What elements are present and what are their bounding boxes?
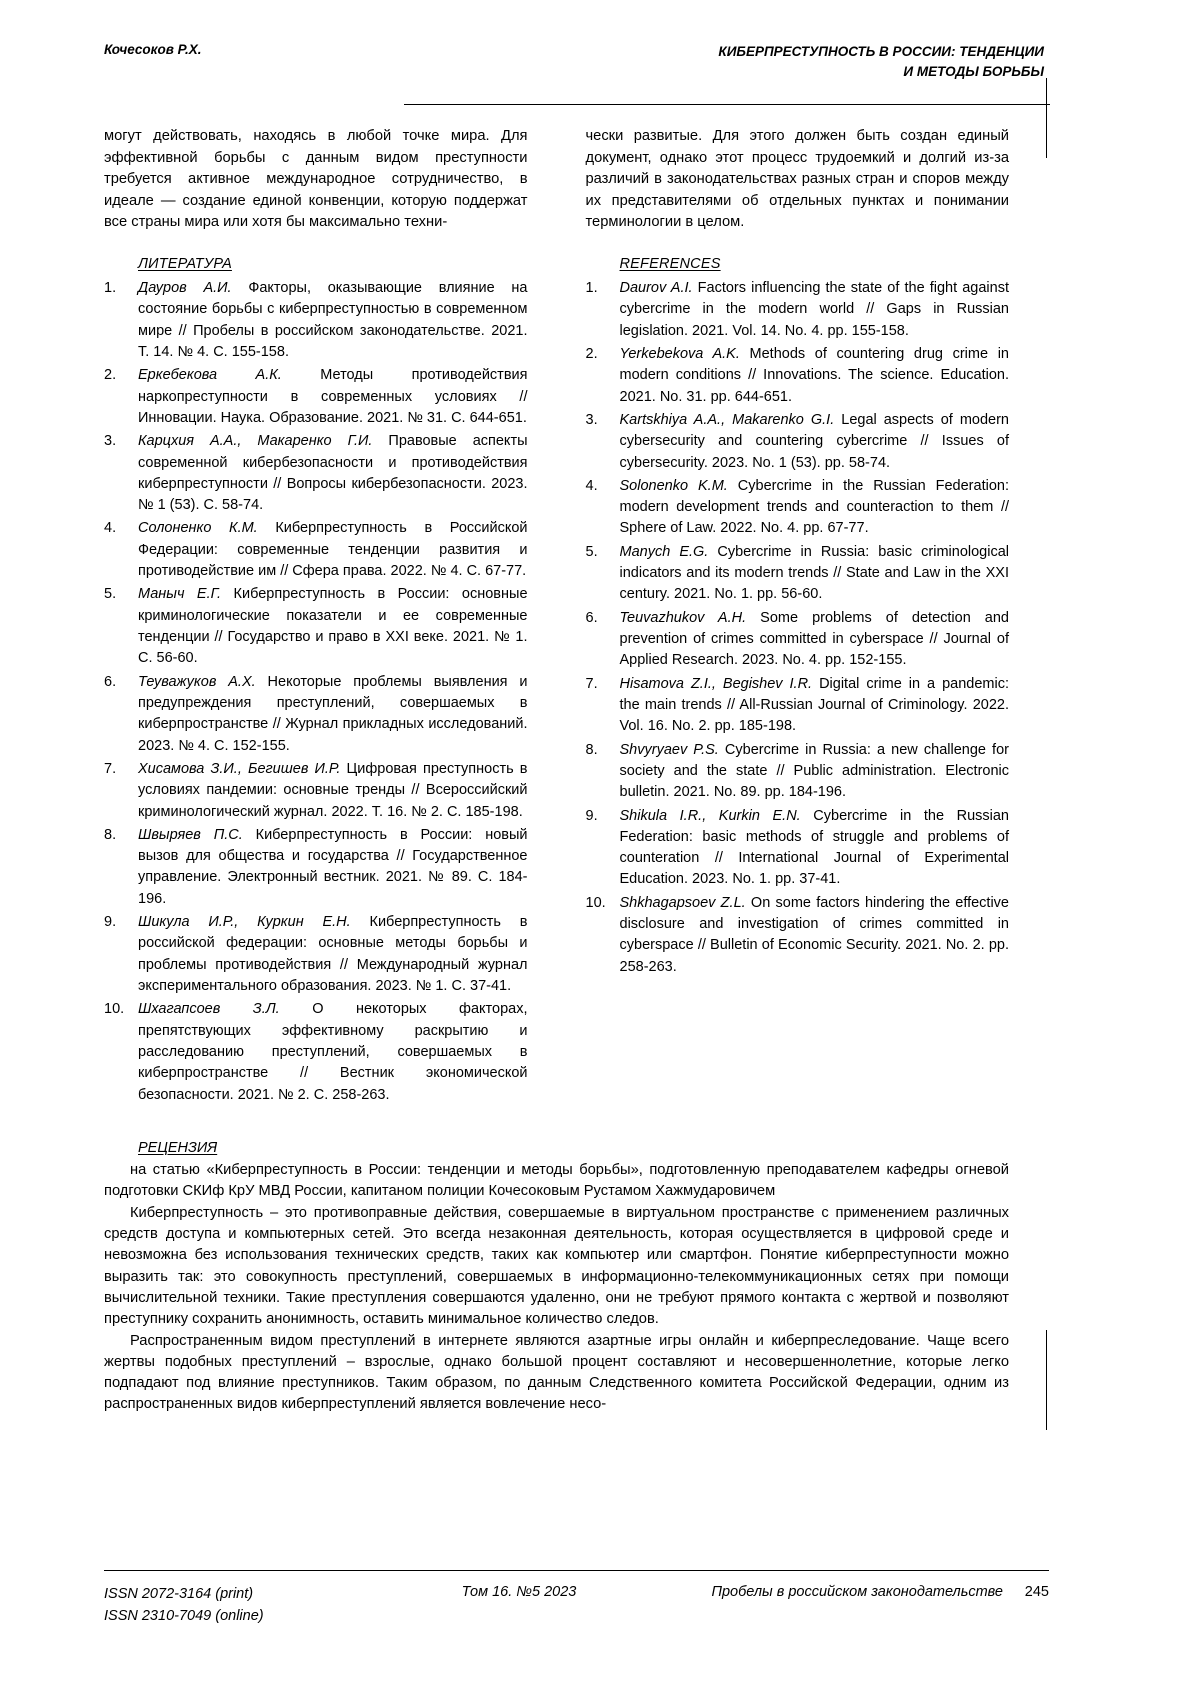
item-text: Cybercrime in Russia: a new challenge for society and the state // Public administration. Electronic bulletin. 2021. No. 89. pp. 184-196.	[619, 741, 1009, 801]
list-item	[104, 518, 528, 582]
item-text: Methods of countering drug crime in modern conditions // Innovations. The science. Education. 2021. No. 31. pp. 644-651.	[619, 345, 1009, 405]
list-item	[586, 674, 1010, 738]
list-item	[104, 365, 528, 429]
list-item	[104, 912, 528, 997]
item-text: Цифровая преступность в условиях пандемии: основные тренды // Всероссийский криминологический журнал. 2022. Т. 16. № 2. С. 185-198.	[138, 760, 528, 820]
item-number: 5.	[104, 586, 117, 603]
list-item	[104, 431, 528, 516]
list-item	[586, 278, 1010, 342]
margin-tick-bottom	[1046, 1330, 1047, 1430]
item-number: 7.	[585, 675, 598, 692]
item-text: О некоторых факторах, препятствующих эффективному раскрытию и расследованию преступлений, совершаемых в киберпространстве // Вестник экономической безопасности. 2021. № 2. С. 258-263.	[138, 1001, 528, 1103]
item-number: 4.	[585, 477, 598, 494]
item-authors: Шикула И.Р., Куркин Е.Н.	[138, 914, 351, 931]
review-paragraph-3: Распространенным видом преступлений в интернете являются азартные игры онлайн и киберпреследование. Чаще всего жертвы подобных преступлений – взрослые, однако большой процент составляют и несовершеннолетние, которые легко подпадают под влияние преступников. Таким образом, по данным Следственного комитета Российской Федерации, одним из распространенных видов киберпреступлений является вовлечение несо-	[104, 1332, 1009, 1413]
item-text: Digital crime in a pandemic: the main trends // All-Russian Journal of Criminology. 2022. Vol. 16. No. 2. pp. 185-198.	[619, 675, 1009, 735]
list-item	[586, 893, 1010, 978]
list-item	[586, 608, 1010, 672]
item-authors: Shikula I.R., Kurkin E.N.	[619, 807, 801, 824]
item-number: 9.	[585, 807, 598, 824]
list-item	[586, 410, 1010, 474]
list-item	[586, 476, 1010, 540]
item-number: 10.	[104, 1001, 125, 1018]
item-text: Методы противодействия наркопреступности в современных условиях // Инновации. Наука. Образование. 2021. № 31. С. 644-651.	[138, 367, 528, 426]
item-authors: Teuvazhukov A.H.	[619, 609, 747, 626]
item-authors: Solonenko K.M.	[619, 477, 728, 494]
running-head-title-line1: КИБЕРПРЕСТУПНОСТЬ В РОССИИ: ТЕНДЕНЦИИ	[718, 44, 1044, 59]
references-list	[586, 278, 1010, 978]
page-number: 245	[1024, 1584, 1049, 1600]
item-authors: Kartskhiya A.A., Makarenko G.I.	[619, 411, 835, 428]
list-item	[586, 344, 1010, 408]
item-text: Legal aspects of modern cybersecurity and countering cybercrime // Issues of cybersecurity. 2023. No. 1 (53). pp. 58-74.	[619, 411, 1010, 471]
item-authors: Шхагапсоев З.Л.	[138, 1001, 280, 1018]
item-text: Факторы, оказывающие влияние на состояние борьбы с киберпреступностью в современном мире // Пробелы в российском законодательстве. 2021. Т. 14. № 4. С. 155-158.	[138, 280, 528, 360]
item-number: 9.	[104, 914, 117, 931]
item-number: 6.	[585, 609, 598, 626]
right-intro-paragraph: чески развитые. Для этого должен быть создан единый документ, однако этот процесс трудоемкий и долгий из-за различий в законодательствах разных стран и споров между их представителями об отдельных пунктах и понимании терминологии в целом.	[585, 128, 1009, 231]
two-column-body	[104, 126, 1009, 1108]
item-authors: Shkhagapsoev Z.L.	[619, 894, 746, 911]
item-text: Cybercrime in Russia: basic criminological indicators and its modern trends // State and Law in the XXI century. 2021. No. 1. pp. 56-60.	[619, 543, 1009, 603]
item-number: 8.	[585, 741, 598, 758]
margin-tick-top	[1046, 78, 1047, 158]
item-number: 10.	[585, 894, 606, 911]
item-authors: Shvyryaev P.S.	[619, 741, 719, 758]
item-text: Cybercrime in the Russian Federation: modern development trends and counteraction to them // Sphere of Law. 2022. No. 4. pp. 67-77.	[619, 477, 1009, 537]
item-authors: Хисамова З.И., Бегишев И.Р.	[138, 760, 341, 777]
list-item	[586, 806, 1010, 891]
list-item	[104, 759, 528, 823]
page-footer	[104, 1584, 1049, 1628]
item-authors: Дауров А.И.	[138, 280, 232, 297]
item-text: Некоторые проблемы выявления и предупреждения преступлений, совершаемых в киберпространстве // Журнал прикладных исследований. 2023. № 4. С. 152-155.	[138, 673, 528, 754]
item-authors: Еркебекова А.К.	[138, 367, 282, 384]
item-number: 1.	[104, 280, 117, 297]
literature-heading: ЛИТЕРАТУРА	[138, 256, 232, 273]
item-authors: Yerkebekova A.K.	[619, 345, 740, 362]
item-text: Правовые аспекты современной кибербезопасности и противодействия киберпреступности // Вопросы кибербезопасности. 2023. № 1 (53). С. 58-74.	[138, 433, 528, 514]
left-intro-paragraph: могут действовать, находясь в любой точке мира. Для эффективной борьбы с данным видом преступности требуется активное международное сотрудничество, в идеале — создание единой конвенции, которую поддержат все страны мира или хотя бы максимально техни-	[104, 128, 528, 231]
review-heading: РЕЦЕНЗИЯ	[138, 1140, 218, 1156]
header-rule	[404, 104, 1050, 105]
review-section	[104, 1140, 1009, 1416]
item-number: 3.	[585, 411, 598, 428]
journal-name: Пробелы в российском законодательстве	[711, 1584, 1003, 1600]
volume-info: Том 16. №5 2023	[461, 1584, 577, 1600]
item-text: Киберпреступность в России: основные криминологические показатели и ее современные тенденции // Государство и право в XXI веке. 2021. № 1. С. 56-60.	[138, 586, 528, 667]
list-item	[104, 999, 528, 1106]
list-item	[104, 825, 528, 910]
item-authors: Manych E.G.	[619, 543, 709, 560]
running-head-author: Кочесоков Р.Х.	[104, 42, 202, 57]
item-number: 6.	[104, 673, 117, 690]
item-number: 2.	[104, 367, 117, 384]
issn-print: ISSN 2072-3164 (print)	[104, 1586, 254, 1602]
item-number: 2.	[585, 345, 598, 362]
item-number: 1.	[585, 280, 598, 297]
review-paragraph-1: на статью «Киберпреступность в России: тенденции и методы борьбы», подготовленную преподавателем кафедры огневой подготовки СКИф КрУ МВД России, капитаном полиции Кочесоковым Рустамом Хажмударовичем	[104, 1162, 1009, 1200]
item-authors: Маныч Е.Г.	[138, 586, 222, 603]
right-column	[586, 126, 1010, 1108]
item-text: Киберпреступность в Российской Федерации: современные тенденции развития и противодействие им // Сфера права. 2022. № 4. С. 67-77.	[138, 520, 528, 580]
item-text: Киберпреступность в России: новый вызов для общества и государства // Государственное управление. Электронный вестник. 2021. № 89. С. 184-196.	[138, 826, 528, 907]
list-item	[104, 672, 528, 757]
item-authors: Daurov A.I.	[619, 280, 693, 297]
item-number: 4.	[104, 520, 117, 537]
issn-online: ISSN 2310-7049 (online)	[104, 1607, 264, 1624]
item-number: 7.	[104, 760, 117, 777]
item-text: On some factors hindering the effective disclosure and investigation of crimes committed in cyberspace // Bulletin of Economic Security. 2021. No. 2. pp. 258-263.	[619, 894, 1009, 975]
item-authors: Карцхия А.А., Макаренко Г.И.	[138, 433, 373, 450]
literature-list	[104, 278, 528, 1106]
item-authors: Швыряев П.С.	[138, 826, 243, 843]
list-item	[104, 278, 528, 363]
footer-rule	[104, 1570, 1049, 1571]
list-item	[586, 542, 1010, 606]
left-column	[104, 126, 528, 1108]
references-heading: REFERENCES	[619, 256, 721, 273]
item-authors: Солоненко К.М.	[138, 520, 258, 537]
item-text: Factors influencing the state of the fight against cybercrime in the modern world // Gaps in Russian legislation. 2021. Vol. 14. No. 4. pp. 155-158.	[619, 280, 1009, 339]
item-text: Cybercrime in the Russian Federation: basic methods of struggle and problems of counteration // International Journal of Experimental Education. 2023. No. 1. pp. 37-41.	[619, 807, 1009, 888]
issn-block	[104, 1584, 404, 1628]
item-authors: Hisamova Z.I., Begishev I.R.	[619, 675, 813, 692]
item-text: Some problems of detection and prevention of crimes committed in cyberspace // Journal of Applied Research. 2023. No. 4. pp. 152-155.	[619, 609, 1009, 669]
review-paragraph-2: Киберпреступность – это противоправные действия, совершаемые в виртуальном пространстве с применением различных средств доступа и компьютерных сетей. Это всегда незаконная деятельность, которая осуществляется в цифровой среде и невозможна без использования технических средств, таких как компьютер или смартфон. Понятие киберпреступности можно выразить так: это совокупность преступлений, совершаемых в информационно-телекоммуникационных сетях при помощи вычислительной техники. Такие преступления совершаются удаленно, они не требуют прямого контакта с жертвой и позволяют преступнику сохранить анонимность, оставить минимальное количество следов.	[104, 1204, 1009, 1328]
running-head-title-line2: И МЕТОДЫ БОРЬБЫ	[903, 63, 1044, 79]
list-item	[586, 740, 1010, 804]
item-text: Киберпреступность в российской федерации: основные методы борьбы и проблемы противодействия // Международный журнал экспериментального образования. 2023. № 1. С. 37-41.	[138, 914, 528, 995]
item-authors: Теуважуков А.Х.	[138, 673, 256, 690]
item-number: 3.	[104, 433, 117, 450]
list-item	[104, 584, 528, 669]
item-number: 5.	[585, 543, 598, 560]
item-number: 8.	[104, 826, 117, 843]
running-head	[104, 42, 1044, 81]
running-head-title	[718, 42, 1044, 81]
